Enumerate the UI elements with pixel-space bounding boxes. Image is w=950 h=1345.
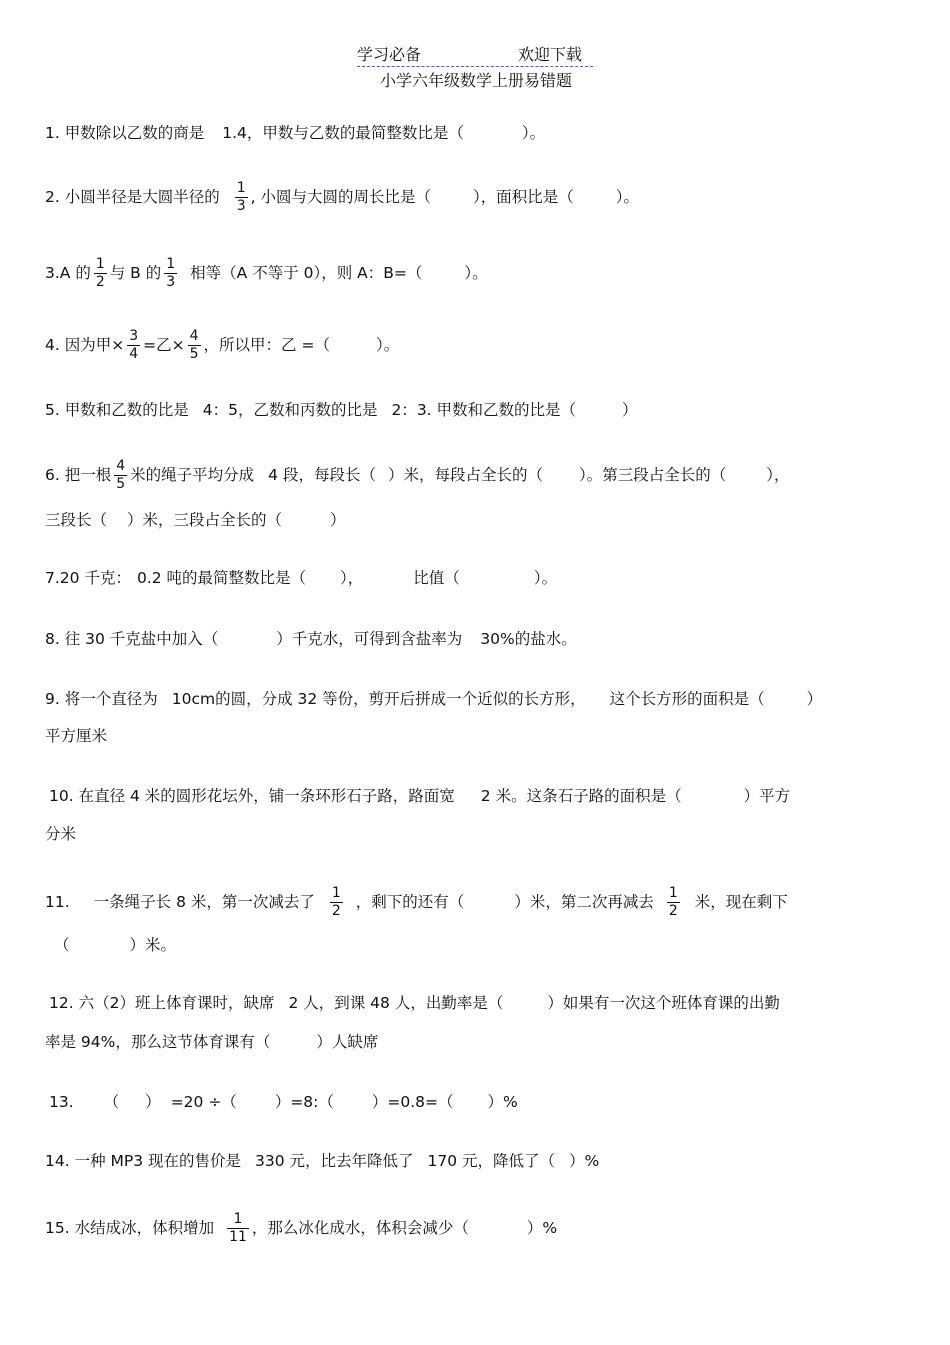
q13-text-d: =20 ÷（ [170, 1093, 237, 1111]
q13-text-c: ） [145, 1093, 161, 1111]
question-9 [45, 687, 822, 711]
q1-text-a: 1. 甲数除以乙数的商是 [45, 124, 205, 142]
q11-fraction-2: $\frac{1}{2}$ [668, 885, 678, 919]
question-9-line-2: 平方厘米 [45, 727, 108, 745]
q15-text-a: 15. 水结成冰，体积增加 [45, 1219, 215, 1237]
q8-text-c: 30%的盐水。 [480, 630, 577, 648]
q11-text-b: 一条绳子长 8 米，第一次减去了 [93, 893, 315, 911]
q1-text-c: ）。 [521, 124, 546, 142]
q9-text-a: 9. 将一个直径为 [45, 690, 158, 708]
q15-text-b: ，那么冰化成水，体积会减少（ [251, 1219, 469, 1237]
q10-text-c: ）平方 [743, 787, 791, 805]
q7-text-b: 0.2 吨的最简整数比是（ [136, 569, 307, 587]
q3-text-b: 与 B 的 [109, 264, 162, 282]
q10-text-b: 2 米。这条石子路的面积是（ [480, 787, 682, 805]
q9-text-c: 这个长方形的面积是（ [609, 690, 765, 708]
q4-fraction-1: $\frac{3}{4}$ [129, 328, 139, 362]
question-2 [45, 180, 639, 215]
q6-text-f: ）， [766, 466, 790, 484]
q12-line2-b: ）人缺席 [316, 1033, 379, 1051]
q13-text-f: ）=0.8=（ [371, 1093, 454, 1111]
q9-text-b: 10cm的圆，分成 32 等份，剪开后拼成一个近似的长方形， [171, 690, 586, 708]
q2-text-d: ）。 [615, 188, 640, 206]
question-1 [45, 121, 545, 145]
page-header [357, 40, 593, 67]
q6-text-d: ）米，每段占全长的（ [387, 466, 543, 484]
q4-text-c: ，所以甲：乙 =（ [203, 336, 330, 354]
q6-line2-b: ）米，三段占全长的（ [127, 511, 283, 529]
q12-text-b: 2 人，到课 48 人，出勤率是（ [288, 994, 504, 1012]
q12-line2-a: 率是 94%，那么这节体育课有（ [45, 1033, 271, 1051]
question-3 [45, 256, 488, 291]
q13-text-b: （ [103, 1093, 120, 1111]
q14-text-a: 14. 一种 MP3 现在的售价是 [45, 1152, 242, 1170]
q2-fraction: $\frac{1}{3}$ [236, 180, 246, 214]
question-14 [45, 1149, 599, 1173]
q4-text-d: ）。 [375, 336, 400, 354]
question-10-line-2: 分米 [45, 825, 77, 843]
q3-text-a: 3.A 的 [45, 264, 91, 282]
q3-fraction-2: $\frac{1}{3}$ [166, 256, 176, 290]
question-11-line-2 [54, 933, 176, 955]
q6-fraction: $\frac{4}{5}$ [116, 458, 126, 492]
question-12-line-2 [45, 1030, 378, 1052]
q14-text-d: ）% [569, 1152, 600, 1170]
question-6 [45, 458, 790, 493]
question-15 [45, 1211, 557, 1246]
q11-fraction-1: $\frac{1}{2}$ [331, 885, 341, 919]
q2-text-b: , 小圆与大圆的周长比是（ [250, 188, 431, 206]
q5-text-a: 5. 甲数和乙数的比是 [45, 401, 189, 419]
q15-fraction: $\frac{1}{11}$ [229, 1211, 247, 1245]
q3-text-d: ）。 [464, 264, 488, 282]
document-title: 小学六年级数学上册易错题 [380, 71, 573, 90]
q12-text-a: 12. 六（2）班上体育课时，缺席 [49, 994, 275, 1012]
q6-text-a: 6. 把一根 [45, 466, 112, 484]
q5-text-b: 4：5，乙数和丙数的比是 [202, 401, 378, 419]
q3-fraction-1: $\frac{1}{2}$ [95, 256, 105, 290]
question-7 [45, 566, 557, 590]
q13-text-g: ）% [487, 1093, 518, 1111]
q11-text-a: 11. [45, 893, 70, 911]
q11-text-c: ，剩下的还有（ [355, 893, 465, 911]
q8-text-b: ）千克水，可得到含盐率为 [276, 630, 463, 648]
q8-text-a: 8. 往 30 千克盐中加入（ [45, 630, 219, 648]
q14-text-b: 330 元，比去年降低了 [255, 1152, 414, 1170]
q4-text-b: =乙× [143, 336, 185, 354]
q10-text-a: 10. 在直径 4 米的圆形花坛外，铺一条环形石子路，路面宽 [49, 787, 455, 805]
q6-text-b: 米的绳子平均分成 [130, 466, 255, 484]
q13-text-e: ）=8:（ [274, 1093, 334, 1111]
q11-line2-b: ）米。 [129, 936, 177, 954]
question-5 [45, 398, 638, 422]
q7-text-e: ）。 [533, 569, 558, 587]
question-12 [49, 991, 780, 1015]
q13-text-a: 13. [49, 1093, 74, 1111]
q7-text-a: 7.20 千克： [45, 569, 131, 587]
q9-text-d: ） [806, 690, 823, 708]
q5-text-d: ） [622, 401, 638, 419]
q4-text-a: 4. 因为甲× [45, 336, 125, 354]
q12-text-c: ）如果有一次这个班体育课的出勤 [547, 994, 780, 1012]
q11-text-e: 米，现在剩下 [694, 893, 788, 911]
question-13 [49, 1090, 518, 1114]
q14-text-c: 170 元，降低了（ [427, 1152, 556, 1170]
q3-text-c: 相等（A 不等于 0），则 A：B=（ [190, 264, 423, 282]
q6-text-c: 4 段，每段长（ [268, 466, 376, 484]
question-4 [45, 328, 399, 363]
q5-text-c: 2：3. 甲数和乙数的比是（ [391, 401, 577, 419]
q6-line2-c: ） [330, 511, 346, 529]
header-left-text: 学习必备 [357, 45, 422, 64]
q2-text-a: 2. 小圆半径是大圆半径的 [45, 188, 220, 206]
question-6-line-2 [45, 508, 346, 530]
q6-text-e: ）。第三段占全长的（ [578, 466, 727, 484]
question-10 [49, 784, 790, 808]
q6-line2-a: 三段长（ [45, 511, 108, 529]
q1-text-b: 1.4，甲数与乙数的最简整数比是（ [222, 124, 464, 142]
q2-text-c: ），面积比是（ [473, 188, 574, 206]
question-8 [45, 627, 577, 651]
q7-text-c: ）， [340, 569, 364, 587]
q11-line2-a: （ [54, 936, 70, 954]
header-right-text: 欢迎下载 [518, 45, 583, 64]
q15-text-c: ）% [526, 1219, 558, 1237]
question-11 [45, 885, 788, 920]
q4-fraction-2: $\frac{4}{5}$ [189, 328, 199, 362]
q7-text-d: 比值（ [413, 569, 460, 587]
q11-text-d: ）米，第二次再减去 [514, 893, 654, 911]
